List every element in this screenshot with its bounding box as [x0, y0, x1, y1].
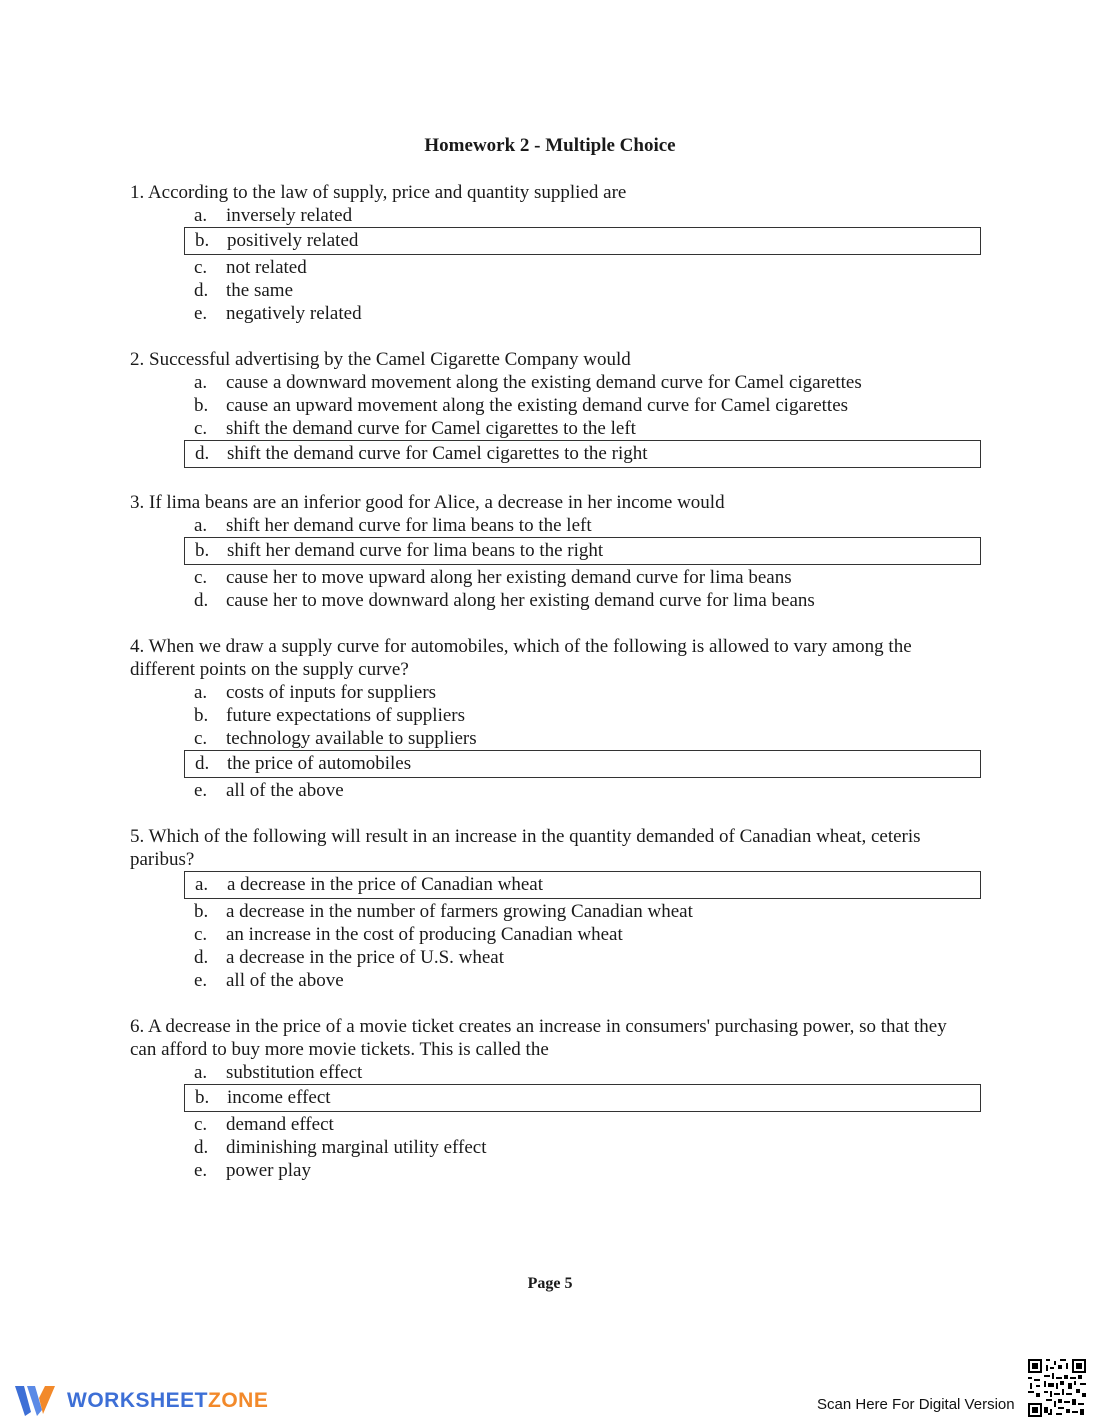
option-letter: b. — [194, 901, 209, 922]
option-5d — [184, 946, 981, 969]
option-6d — [184, 1136, 981, 1159]
question-1 — [0, 181, 1100, 325]
option-letter: c. — [194, 418, 208, 439]
option-4b — [184, 704, 981, 727]
option-letter: d. — [194, 1137, 209, 1158]
option-text: shift the demand curve for Camel cigarettes to the left — [226, 418, 636, 439]
option-text: a decrease in the price of Canadian wheat — [227, 874, 543, 895]
option-letter: e. — [194, 970, 208, 991]
question-6 — [0, 1015, 1100, 1182]
option-text: power play — [226, 1160, 311, 1181]
option-letter: d. — [195, 443, 210, 464]
logo-text-worksheet: WORKSHEET — [67, 1389, 208, 1412]
option-1b-correct-box — [184, 227, 981, 255]
question-text: 4. When we draw a supply curve for automobiles, which of the following is allowed to vary among the different points on the supply curve? — [130, 636, 912, 680]
option-text: a decrease in the number of farmers growing Canadian wheat — [226, 901, 693, 922]
option-text: cause her to move upward along her existing demand curve for lima beans — [226, 567, 792, 588]
question-text: 5. Which of the following will result in an increase in the quantity demanded of Canadian wheat, ceteris paribus? — [130, 826, 921, 870]
option-5b — [184, 900, 981, 923]
option-letter: c. — [194, 567, 208, 588]
option-5a-correct-box — [184, 871, 981, 899]
option-letter: a. — [194, 682, 208, 703]
question-text: 3. If lima beans are an inferior good for Alice, a decrease in her income would — [130, 492, 725, 513]
option-letter: b. — [195, 540, 210, 561]
option-6b-correct-box — [184, 1084, 981, 1112]
option-letter: d. — [194, 590, 209, 611]
option-4e — [184, 779, 981, 802]
option-text: diminishing marginal utility effect — [226, 1137, 487, 1158]
question-3 — [0, 491, 1100, 612]
option-letter: b. — [195, 1087, 210, 1108]
option-letter: a. — [194, 372, 208, 393]
option-text: shift her demand curve for lima beans to the right — [227, 540, 604, 561]
option-letter: a. — [194, 1062, 208, 1083]
option-2c — [184, 417, 981, 440]
option-text: the price of automobiles — [227, 753, 412, 774]
qr-code-icon[interactable] — [1028, 1359, 1086, 1417]
option-6a — [184, 1061, 981, 1084]
option-letter: a. — [194, 515, 208, 536]
option-1a — [184, 204, 981, 227]
option-text: demand effect — [226, 1114, 334, 1135]
option-text: cause her to move downward along her existing demand curve for lima beans — [226, 590, 815, 611]
question-4 — [0, 635, 1100, 802]
question-5 — [0, 825, 1100, 992]
option-letter: d. — [194, 280, 209, 301]
option-letter: d. — [195, 753, 210, 774]
option-3d — [184, 589, 981, 612]
option-6c — [184, 1113, 981, 1136]
option-letter: c. — [194, 1114, 208, 1135]
worksheet-title: Homework 2 - Multiple Choice — [424, 135, 676, 156]
option-3a — [184, 514, 981, 537]
option-text: shift her demand curve for lima beans to the left — [226, 515, 592, 536]
option-letter: c. — [194, 257, 208, 278]
option-letter: e. — [194, 780, 208, 801]
option-2d-correct-box — [184, 440, 981, 468]
option-2b — [184, 394, 981, 417]
option-text: the same — [226, 280, 294, 301]
option-letter: b. — [195, 230, 210, 251]
option-text: future expectations of suppliers — [226, 705, 466, 726]
option-1c — [184, 256, 981, 279]
option-4a — [184, 681, 981, 704]
option-text: all of the above — [226, 780, 344, 801]
option-text: all of the above — [226, 970, 344, 991]
option-letter: e. — [194, 303, 208, 324]
option-text: income effect — [227, 1087, 331, 1108]
option-letter: a. — [194, 205, 208, 226]
question-text: 1. According to the law of supply, price and quantity supplied are — [130, 182, 627, 203]
option-text: inversely related — [226, 205, 353, 226]
option-letter: b. — [194, 705, 209, 726]
option-4c — [184, 727, 981, 750]
option-3c — [184, 566, 981, 589]
option-2a — [184, 371, 981, 394]
logo-w-icon — [15, 1384, 61, 1418]
option-text: negatively related — [226, 303, 362, 324]
option-3b-correct-box — [184, 537, 981, 565]
worksheetzone-logo[interactable] — [15, 1383, 268, 1419]
scan-caption: Scan Here For Digital Version — [817, 1396, 1015, 1413]
option-text: technology available to suppliers — [226, 728, 477, 749]
option-text: an increase in the cost of producing Canadian wheat — [226, 924, 623, 945]
option-6e — [184, 1159, 981, 1182]
logo-text-zone: ZONE — [208, 1389, 269, 1412]
option-letter: e. — [194, 1160, 208, 1181]
question-text: 2. Successful advertising by the Camel Cigarette Company would — [130, 349, 631, 370]
option-1d — [184, 279, 981, 302]
option-text: substitution effect — [226, 1062, 363, 1083]
option-letter: d. — [194, 947, 209, 968]
option-text: cause an upward movement along the existing demand curve for Camel cigarettes — [226, 395, 849, 416]
option-text: a decrease in the price of U.S. wheat — [226, 947, 505, 968]
option-letter: a. — [195, 874, 209, 895]
option-5e — [184, 969, 981, 992]
logo-text — [67, 1389, 268, 1413]
option-4d-correct-box — [184, 750, 981, 778]
page-number: Page 5 — [527, 1275, 573, 1292]
question-list — [0, 181, 1100, 1205]
option-text: costs of inputs for suppliers — [226, 682, 437, 703]
question-2 — [0, 348, 1100, 468]
option-letter: c. — [194, 924, 208, 945]
option-text: shift the demand curve for Camel cigarettes to the right — [227, 443, 648, 464]
option-letter: c. — [194, 728, 208, 749]
question-text: 6. A decrease in the price of a movie ticket creates an increase in consumers' purchasing power, so that they can afford to buy more movie tickets. This is called the — [130, 1016, 947, 1060]
option-5c — [184, 923, 981, 946]
option-letter: b. — [194, 395, 209, 416]
option-text: positively related — [227, 230, 359, 251]
option-text: cause a downward movement along the existing demand curve for Camel cigarettes — [226, 372, 862, 393]
option-1e — [184, 302, 981, 325]
option-text: not related — [226, 257, 307, 278]
